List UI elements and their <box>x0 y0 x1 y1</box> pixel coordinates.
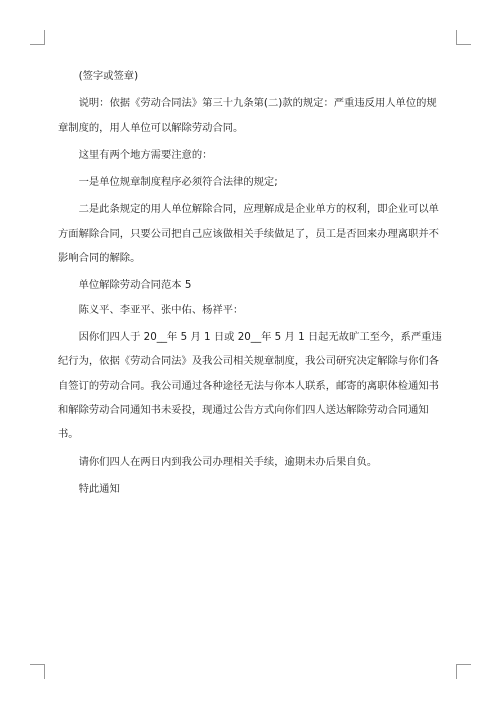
page-corner-mark-top-left <box>30 30 45 45</box>
recipients-line: 陈义平、李亚平、张中佑、杨祥平： <box>78 303 244 316</box>
note-paragraph: 说明：依据《劳动合同法》第三十九条第(二)款的规定：严重违反用人单位的规章制度的，用人单位可以解除劳动合同。 <box>58 97 437 134</box>
notice-body-paragraph: 因你们四人于 20__年 5 月 1 日或 20__年 5 月 1 日起无故旷工至今，系严重违纪行为，依据《劳动合同法》及我公司相关规章制度，我公司研究决定解除与你们各自签订的劳动合同。我公司通过各种途径无法与你本人联系，邮寄的离职体检通知书和解除劳动合同通知书未妥投，现通过公告方式向你们四人送达解除劳动合同通知书。 <box>58 330 442 441</box>
signature-line: (签字或签章) <box>78 70 139 82</box>
attention-paragraph: 这里有两个地方需要注意的： <box>78 148 213 161</box>
point-one-paragraph: 一是单位规章制度程序必须符合法律的规定; <box>78 176 278 189</box>
page-corner-mark-top-right <box>456 30 471 45</box>
page-corner-mark-bottom-right <box>456 664 471 679</box>
closing-line: 特此通知 <box>78 482 120 495</box>
template-title: 单位解除劳动合同范本 5 <box>78 279 192 292</box>
deadline-paragraph: 请你们四人在两日内到我公司办理相关手续，逾期未办后果自负。 <box>78 455 378 468</box>
point-two-paragraph: 二是此条规定的用人单位解除合同，应理解成是企业单方的权利，即企业可以单方面解除合同，只要公司把自己应该做相关手续做足了，员工是否回来办理离职并不影响合同的解除。 <box>58 203 439 265</box>
document-body <box>58 64 442 501</box>
page-corner-mark-bottom-left <box>30 664 45 679</box>
